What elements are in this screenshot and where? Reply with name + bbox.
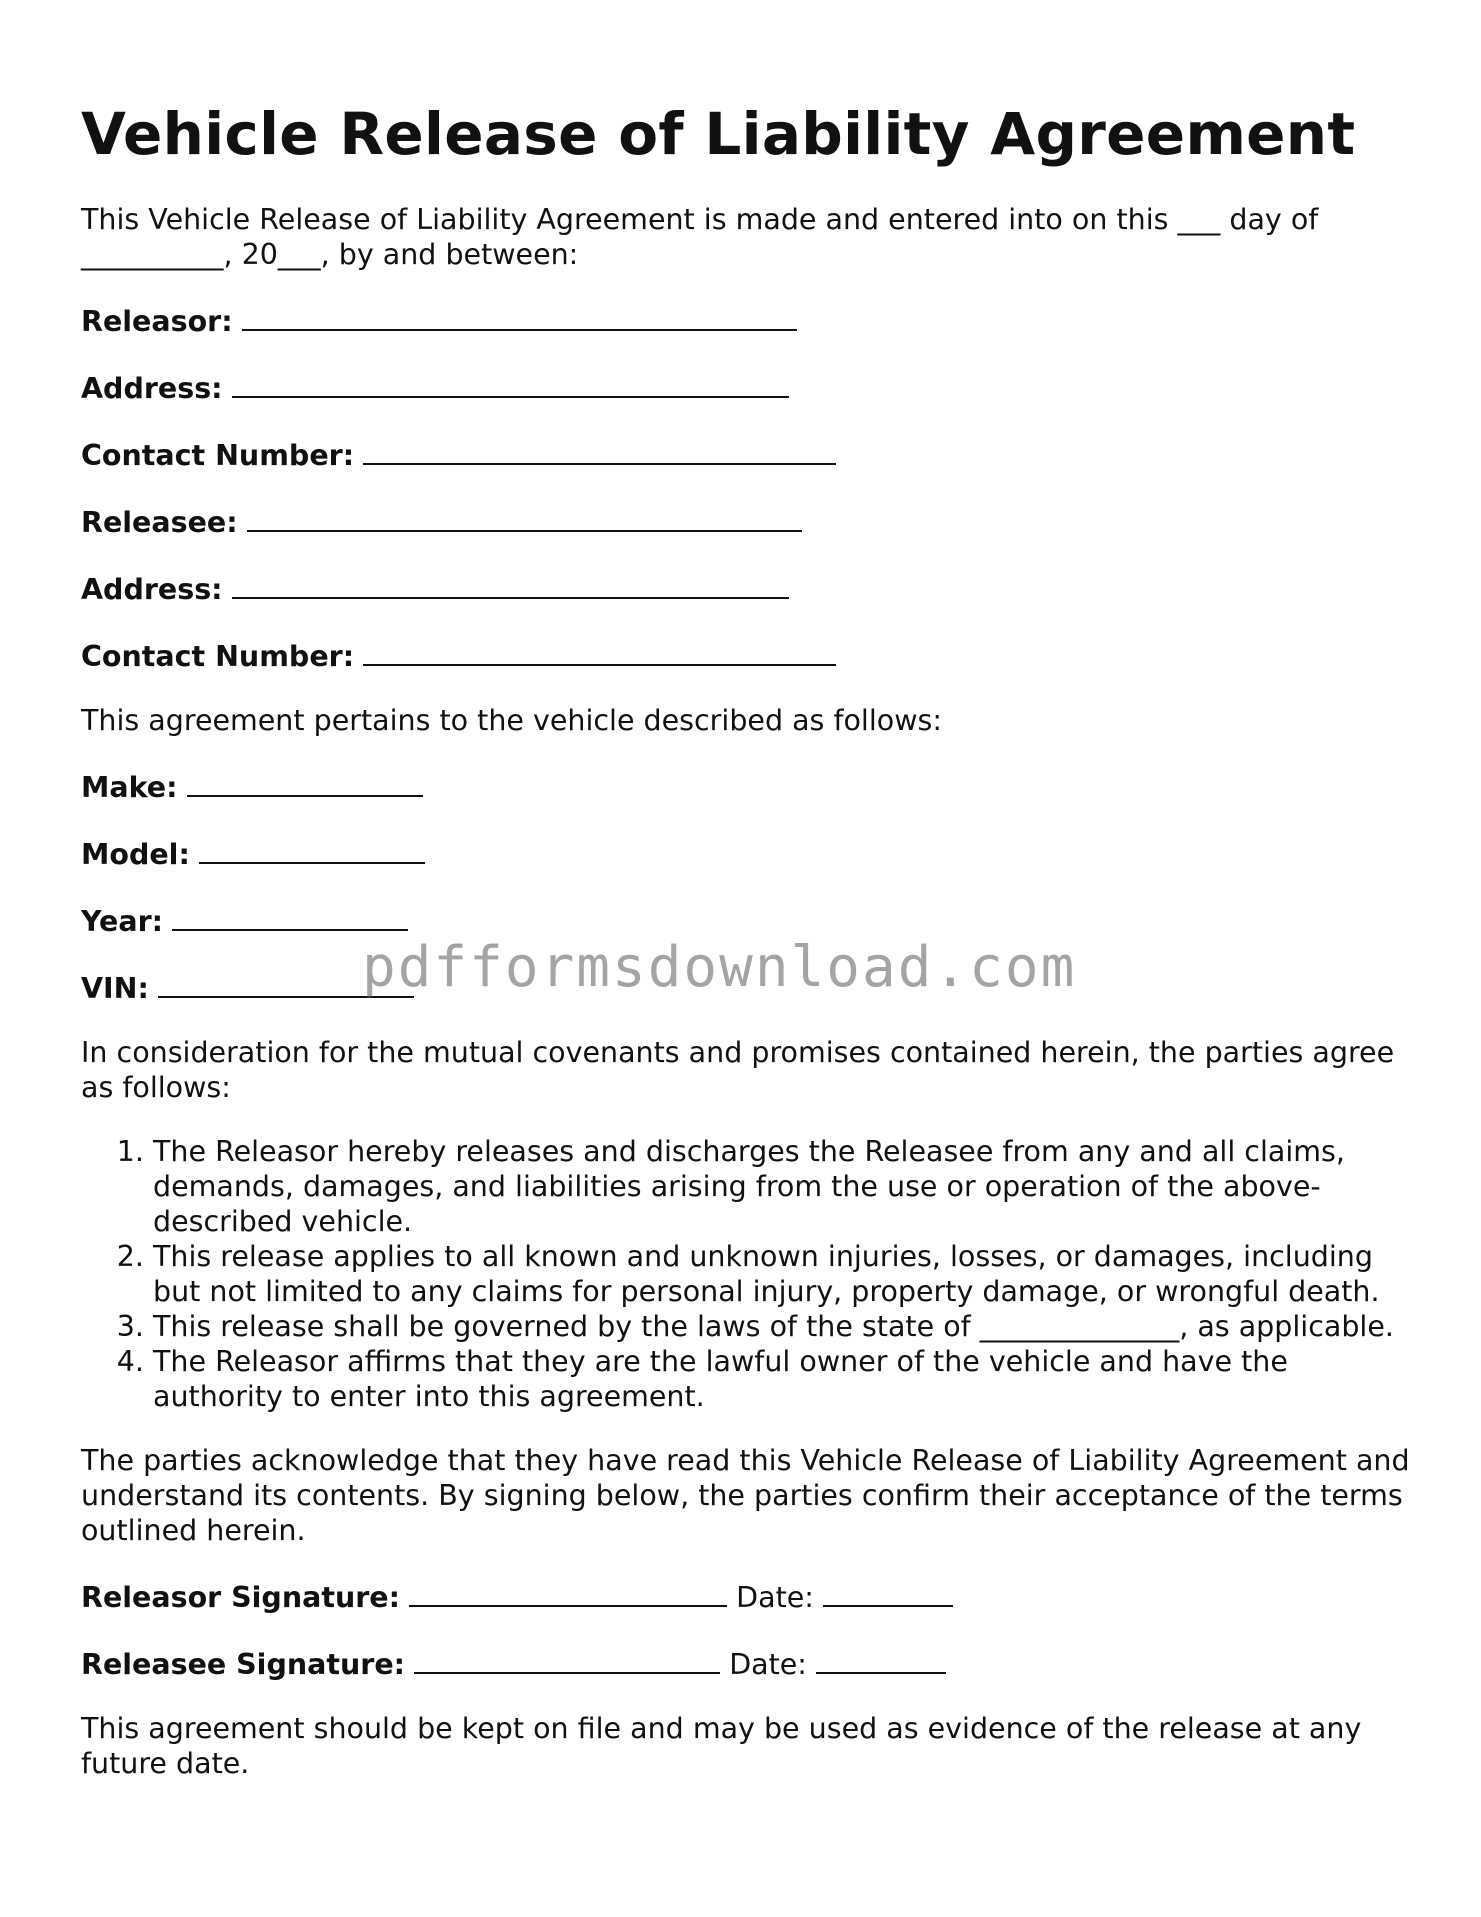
releasee-address-blank[interactable]: [232, 569, 789, 599]
vehicle-intro: This agreement pertains to the vehicle described as follows:: [81, 703, 942, 737]
term-item: 1. The Releasor hereby releases and discharges the Releasee from any and all claims, demands, damages, and liabilities arising from the use or operation of the above-described vehicle.: [153, 1134, 1411, 1239]
releasor-contact-field: [81, 435, 1411, 473]
year-field: [81, 901, 1411, 939]
model-label: Model:: [81, 837, 190, 871]
releasor-address-blank[interactable]: [232, 368, 789, 398]
releasee-blank[interactable]: [247, 502, 802, 532]
releasee-signature-blank[interactable]: [414, 1644, 720, 1674]
model-field: [81, 834, 1411, 872]
model-blank[interactable]: [199, 834, 425, 864]
releasor-address-label: Address:: [81, 371, 223, 405]
term-item: 4. The Releasor affirms that they are the lawful owner of the vehicle and have the authority to enter into this agreement.: [153, 1344, 1411, 1414]
releasor-signature-blank[interactable]: [409, 1577, 727, 1607]
watermark: pdfformsdownload.com: [362, 935, 1077, 1000]
releasor-address-field: [81, 368, 1411, 406]
releasor-contact-blank[interactable]: [363, 435, 836, 465]
releasee-address-label: Address:: [81, 572, 223, 606]
releasee-contact-field: [81, 636, 1411, 674]
consideration-paragraph: In consideration for the mutual covenants and promises contained herein, the parties agree as follows:: [81, 1035, 1395, 1104]
year-blank[interactable]: [172, 901, 408, 931]
releasee-signature-label: Releasee Signature:: [81, 1647, 406, 1681]
vin-label: VIN:: [81, 971, 149, 1005]
releasor-signature-label: Releasor Signature:: [81, 1580, 401, 1614]
intro-paragraph: This Vehicle Release of Liability Agreement is made and entered into on this ___ day of __________, 20___, by and between:: [81, 202, 1319, 271]
releasor-date-blank[interactable]: [823, 1577, 953, 1607]
releasee-date-blank[interactable]: [816, 1644, 946, 1674]
releasor-signature-field: [81, 1577, 1411, 1615]
releasee-label: Releasee:: [81, 505, 238, 539]
releasor-blank[interactable]: [242, 301, 797, 331]
acknowledgement-paragraph: The parties acknowledge that they have read this Vehicle Release of Liability Agreement and understand its contents. By signing below, the parties confirm their acceptance of the terms outlined herein.: [81, 1443, 1410, 1547]
terms-list: [81, 1134, 1411, 1414]
releasor-date-label: Date:: [736, 1580, 814, 1614]
releasee-signature-field: [81, 1644, 1411, 1682]
releasee-contact-label: Contact Number:: [81, 639, 355, 673]
document-title: Vehicle Release of Liability Agreement: [81, 100, 1356, 168]
make-blank[interactable]: [187, 767, 423, 797]
releasee-date-label: Date:: [729, 1647, 807, 1681]
make-field: [81, 767, 1411, 805]
closing-paragraph: This agreement should be kept on file and may be used as evidence of the release at any future date.: [81, 1711, 1362, 1780]
year-label: Year:: [81, 904, 164, 938]
releasor-contact-label: Contact Number:: [81, 438, 355, 472]
releasee-field: [81, 502, 1411, 540]
releasor-field: [81, 301, 1411, 339]
releasee-contact-blank[interactable]: [363, 636, 836, 666]
term-item: 2. This release applies to all known and unknown injuries, losses, or damages, including but not limited to any claims for personal injury, property damage, or wrongful death.: [153, 1239, 1411, 1309]
make-label: Make:: [81, 770, 178, 804]
releasee-address-field: [81, 569, 1411, 607]
term-item: 3. This release shall be governed by the laws of the state of ______________, as applicable.: [153, 1309, 1411, 1344]
releasor-label: Releasor:: [81, 304, 233, 338]
